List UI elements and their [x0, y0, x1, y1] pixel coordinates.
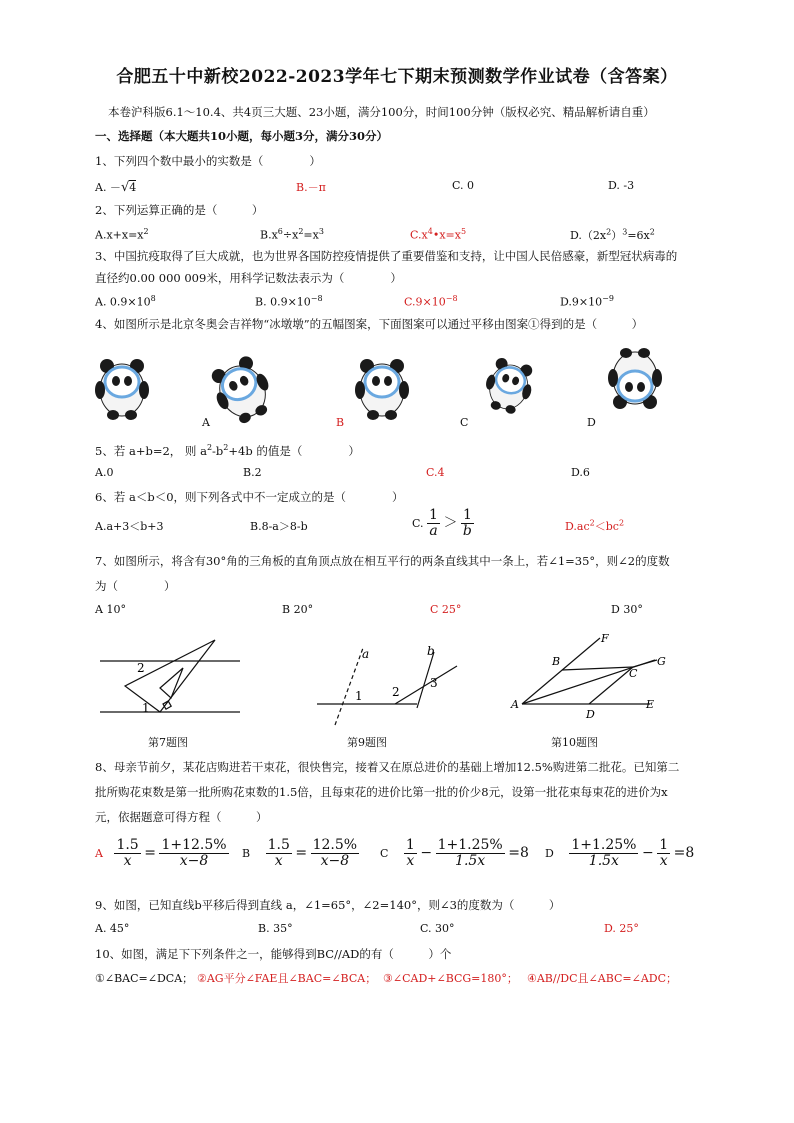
q9-option-b: B. 35° [258, 922, 293, 935]
q4-label-c: C [460, 416, 469, 429]
panda-original [95, 359, 149, 420]
q1-option-a: A. －√4 [95, 180, 137, 195]
fig10-label-b: B [552, 655, 561, 668]
q3-option-b: B. $0.9\times 10^{-8}$ [255, 294, 323, 309]
question-3-line-2: 直径约0.00 000 009米，用科学记数法表示为（ ） [95, 271, 402, 285]
q2-option-c: $C.x^4•x=x^5$ [410, 227, 467, 242]
figures-row [95, 630, 695, 730]
q3-option-d: $D.9\times 10^{-9}$ [560, 294, 614, 309]
q8-option-c: C $\frac{1}{x}$ − $\frac{1+1.25\%}{1.5x}$ =8 [380, 837, 529, 870]
fig10-label-d: D [586, 708, 595, 721]
q6-option-d: $D.ac^2<bc^2$ [565, 518, 625, 533]
fig9-label-3: 3 [430, 676, 438, 690]
panda-c [480, 356, 538, 418]
question-1-stem: 1、下列四个数中最小的实数是（ ） [95, 154, 321, 168]
panda-d [608, 348, 662, 409]
fig10-label-c: C [629, 667, 638, 680]
fig9-label-2: 2 [392, 685, 400, 699]
question-8-line-1: 8、母亲节前夕，某花店购进若干束花，很快售完，接着又在原总进价的基础上增加12.5%购进第二批花。已知第二 [95, 760, 680, 774]
q8-option-a: A $\frac{1.5}{x}$ = $\frac{1+12.5\%}{x-8}$ [95, 837, 227, 870]
q8-option-d: D $\frac{1+1.25\%}{1.5x}$ − $\frac{1}{x}$ =8 [545, 837, 695, 870]
figure-9-caption: 第9题图 [347, 736, 387, 749]
question-8-line-2: 批所购花束数是第一批所购花束数的1.5倍，且每束花的进价比第一批的价少8元，设第一批花束每束花的进价为x [95, 785, 668, 799]
fig9-label-a: a [362, 647, 370, 661]
q4-label-d: D [587, 416, 596, 429]
fig7-label-2: 2 [137, 661, 145, 675]
question-7-line-1: 7、如图所示，将含有30°角的三角板的直角顶点放在相互平行的两条直线其中一条上，若∠1=35°，则∠2的度数 [95, 554, 670, 568]
question-9-stem: 9、如图，已知直线b平移后得到直线 a，∠1=65°，∠2=140°，则∠3的度数为（ ） [95, 898, 561, 912]
q4-label-a: A [202, 416, 210, 429]
fig7-label-1: 1 [142, 701, 150, 715]
fig9-label-1: 1 [355, 689, 363, 703]
q6-option-b: B.8-a＞8-b [250, 520, 308, 533]
panda-a [205, 352, 280, 430]
q2-option-d: $D.(2x^2)^3=6x^2$ [570, 227, 655, 242]
question-5-stem: 5、若 a+b=2， 则 $a^2-b^2+4b$ 的值是（ ） [95, 443, 360, 458]
fig10-label-g: G [657, 655, 666, 668]
panda-images [90, 342, 690, 432]
fig9-label-b: b [427, 644, 435, 658]
figure-7 [100, 640, 240, 712]
q3-option-a: A. $0.9\times 10^8$ [95, 294, 156, 309]
question-7-line-2: 为（ ） [95, 579, 176, 593]
q9-option-a: A. 45° [95, 922, 130, 935]
q7-option-b: B 20° [282, 603, 314, 616]
q2-option-a: $A.x+x=x^2$ [95, 227, 149, 242]
q7-option-d: D 30° [611, 603, 643, 616]
figure-10-caption: 第10题图 [551, 736, 598, 749]
question-10-stem: 10、如图，满足下下列条件之一，能够得到BC//AD的有（ ）个 [95, 947, 452, 961]
page-title: 合肥五十中新校2022-2023学年七下期末预测数学作业试卷（含答案） [116, 67, 678, 87]
question-2-stem: 2、下列运算正确的是（ ） [95, 203, 264, 217]
q6-option-a: A.a+3＜b+3 [95, 520, 164, 533]
q5-option-b: B.2 [243, 466, 262, 479]
question-4-stem: 4、如图所示是北京冬奥会吉祥物“冰墩墩”的五幅图案，下面图案可以通过平移由图案①得到的是（ ） [95, 317, 644, 331]
fig10-label-e: E [646, 698, 655, 711]
q5-option-d: D.6 [571, 466, 590, 479]
figure-7-caption: 第7题图 [148, 736, 188, 749]
q3-option-c: $C.9\times 10^{-8}$ [404, 294, 458, 309]
q9-option-c: C. 30° [420, 922, 455, 935]
q2-option-b: $B.x^6\div x^2=x^3$ [260, 227, 324, 242]
q1-option-c: C. 0 [452, 179, 475, 192]
q1-option-d: D. -3 [608, 179, 635, 192]
section-heading: 一、选择题（本大题共10小题，每小题3分，满分30分） [95, 129, 389, 143]
q10-condition-2: ②AG平分∠FAE且∠BAC=∠BCA； [197, 972, 377, 985]
q4-label-b: B [336, 416, 345, 429]
q10-condition-4: ④AB//DC且∠ABC=∠ADC； [527, 972, 678, 985]
panda-b [355, 359, 409, 420]
question-3-line-1: 3、中国抗疫取得了巨大成就，也为世界各国防控疫情提供了重要借鉴和支持，让中国人民倍感豪，新型冠状病毒的 [95, 249, 678, 263]
q5-option-c: C.4 [426, 466, 445, 479]
q9-option-d: D. 25° [604, 922, 639, 935]
q7-option-c: C 25° [430, 603, 462, 616]
q10-condition-3: ③∠CAD+∠BCG=180°； [383, 972, 518, 985]
question-8-line-3: 元，依据题意可得方程（ ） [95, 810, 268, 824]
q8-option-b: B $\frac{1.5}{x}$ = $\frac{12.5\%}{x-8}$ [242, 837, 358, 870]
fig10-label-f: F [601, 632, 609, 645]
q5-option-a: A.0 [95, 466, 114, 479]
exam-subtitle: 本卷沪科版6.1～10.4、共4页三大题、23小题，满分100分，时间100分钟（版权必究、精品解析请自重） [108, 105, 655, 119]
q1-option-b: B.－π [296, 181, 326, 194]
q10-condition-1: ①∠BAC=∠DCA； [95, 972, 194, 985]
q7-option-a: A 10° [95, 603, 126, 616]
question-6-stem: 6、若 a＜b＜0，则下列各式中不一定成立的是（ ） [95, 490, 404, 504]
fig10-label-a: A [511, 698, 519, 711]
q6-option-c: C. $\frac{1}{a}$ ＞ $\frac{1}{b}$ [412, 507, 472, 540]
